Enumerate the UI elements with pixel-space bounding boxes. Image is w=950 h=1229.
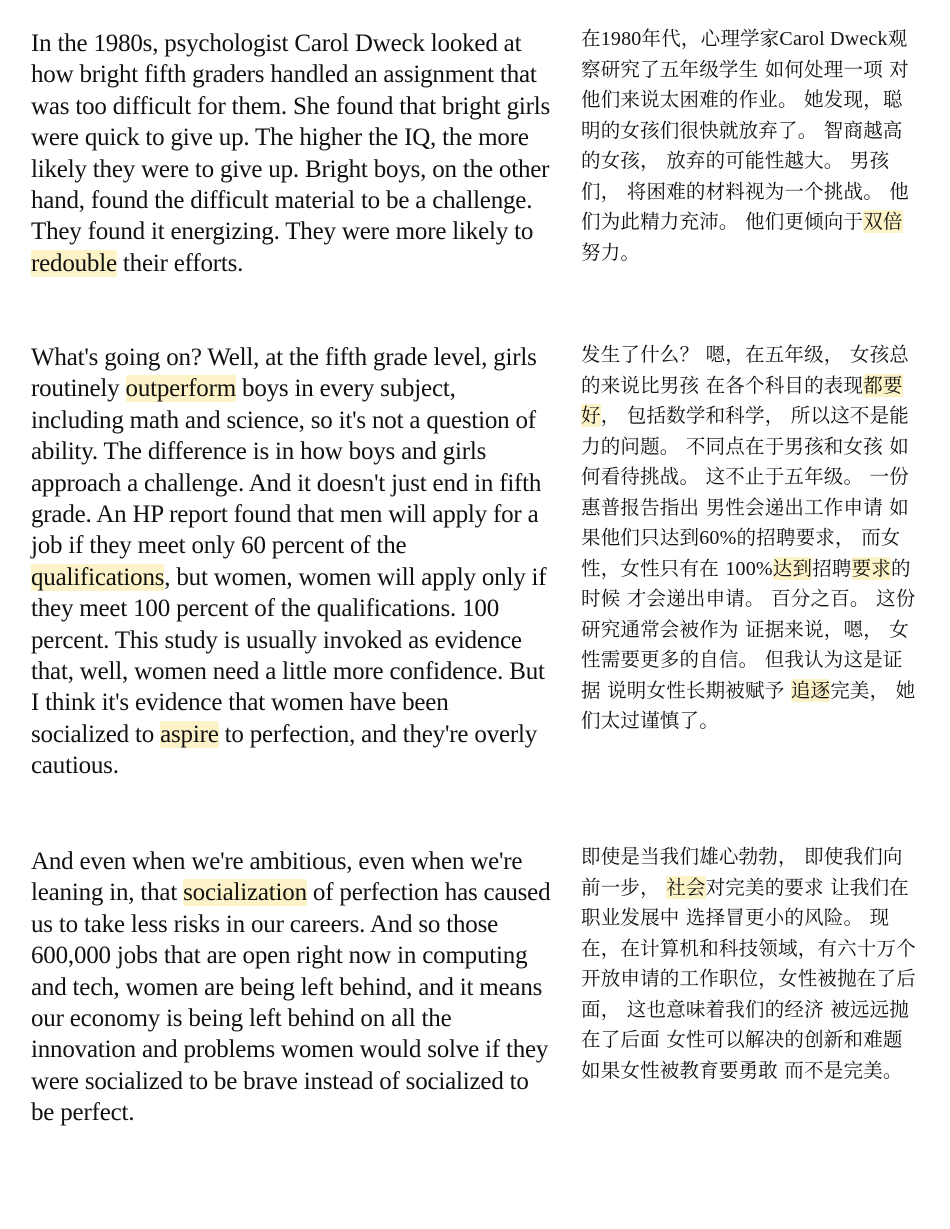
highlighted-word-shuangbei[interactable]: 双倍 — [863, 210, 903, 233]
highlighted-word-douyaohao[interactable]: 都要好 — [581, 373, 903, 427]
chinese-text-latin: 60% — [699, 527, 737, 549]
highlighted-word-zhuizhu[interactable]: 追逐 — [790, 678, 831, 702]
chinese-text: 观察研究了五年级学生 如何处理一项 对他们来说太困难的作业。 她发现，聪明的女孩们很快就放弃了。 智商越高的女孩， 放弃的可能性越大。 男孩们， 将困难的材料视为一个挑战。 他们为此精力充沛。 他们更倾向于 — [581, 27, 909, 233]
chinese-text: 在 — [581, 27, 601, 50]
chinese-text: 年代，心理学家 — [641, 27, 780, 50]
highlighted-word-socialization[interactable]: socialization — [183, 879, 307, 907]
chinese-text: 即使是当我们雄心勃勃， 即使我们向前一步， — [581, 845, 903, 899]
highlighted-word-aspire[interactable]: aspire — [160, 720, 219, 748]
chinese-paragraph-3 — [581, 842, 921, 1086]
english-text: , but women, women will apply only if they meet 100 percent of the qualifications. 100 percent. This study is usually invoked as evidence that, well, women need a little more confidence. But I think it's evidence that women have been socialized to — [31, 563, 547, 748]
english-text: And even when we're ambitious, even when we're leaning in, that — [31, 848, 523, 907]
chinese-text: 发生了什么？ 嗯，在五年级， 女孩总的来说比男孩 在各个科目的表现 — [581, 343, 909, 397]
english-text: their efforts. — [116, 249, 244, 277]
chinese-text-latin: 1980 — [600, 28, 642, 50]
chinese-text: 完美， 她们太过谨慎了。 — [581, 678, 916, 732]
english-paragraph-1 — [31, 28, 551, 279]
english-paragraph-2 — [31, 342, 551, 782]
highlighted-word-yaoqiu[interactable]: 要求 — [851, 556, 891, 580]
chinese-text: 招聘 — [812, 556, 852, 580]
english-text: of perfection has caused us to take less risks in our careers. And so those 600,000 jobs that are open right now in computing and tech, women are being left behind, and it means our economy is being left behind on all the innovation and problems women would solve if they were socialized to be brave instead of socialized to be perfect. — [31, 879, 551, 1127]
chinese-text: 的招聘要求， 而女性，女性只有在 — [581, 526, 901, 580]
chinese-text: ， 包括数学和科学， 所以这不是能力的问题。 不同点在于男孩和女孩 如何看待挑战。 这不止于五年级。 一份惠普报告指出 男性会递出工作申请 如果他们只达到 — [581, 404, 910, 549]
chinese-text: 对完美的要求 让我们在职业发展中 选择冒更小的风险。 现在，在计算机和科技领域，有六十万个开放申请的工作职位，女性被抛在了后面， 这也意味着我们的经济 被远远抛在了后面 女性可以解决的创新和难题 如果女性被教育要勇敢 而不是完美。 — [581, 875, 916, 1082]
highlighted-word-shehui[interactable]: 社会 — [666, 875, 706, 899]
chinese-text-latin: 100% — [725, 557, 773, 580]
english-text: What's going on? Well, at the fifth grade level, girls routinely — [31, 344, 537, 403]
chinese-paragraph-1 — [581, 24, 921, 268]
english-text: In the 1980s, psychologist Carol Dweck looked at how bright fifth graders handled an assignment that was too difficult for them. She found that bright girls were quick to give up. The higher the IQ, the more likely they were to give up. Bright boys, on the other hand, found the difficult material to be a challenge. They found it energizing. They were more likely to — [31, 30, 551, 246]
chinese-text-latin: Carol Dweck — [779, 28, 888, 50]
english-text: to perfection, and they're overly cautious. — [31, 720, 538, 780]
chinese-text: 努力。 — [581, 240, 641, 264]
chinese-text: 的时候 才会递出申请。 百分之百。 这份研究通常会被作为 证据来说，嗯， 女性需要更多的自信。 但我认为这是证据 说明女性长期被赋予 — [581, 556, 916, 702]
highlighted-word-qualifications[interactable]: qualifications — [31, 563, 165, 591]
highlighted-word-outperform[interactable]: outperform — [125, 375, 236, 403]
highlighted-word-dadao[interactable]: 达到 — [772, 556, 813, 580]
english-paragraph-3 — [31, 846, 551, 1129]
english-text: boys in every subject, including math and science, so it's not a question of ability. The difference is in how boys and girls approach a challenge. And it doesn't just end in fifth grade. An HP report found that men will apply for a job if they meet only 60 percent of the — [31, 375, 542, 560]
chinese-paragraph-2 — [581, 340, 921, 737]
highlighted-word-redouble[interactable]: redouble — [31, 249, 117, 277]
